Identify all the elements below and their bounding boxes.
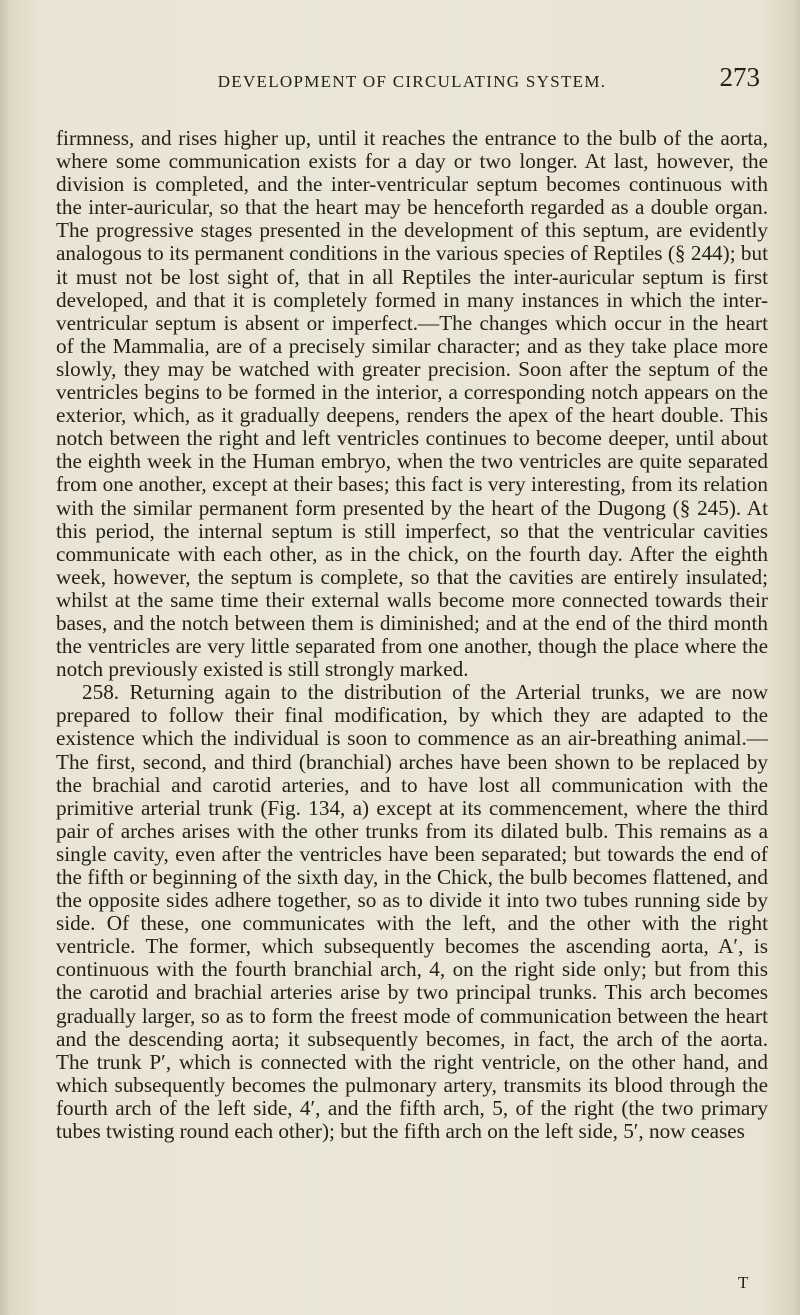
paragraph-continuation: firmness, and rises higher up, until it reaches the entrance to the bulb of the aorta, where some communication exists for a day or two longer. At last, however, the division is completed, and the inter-ventricular septum becomes continuous with the inter-auricular, so that the heart may be henceforth regarded as a double organ. The progressive stages presented in the development of this septum, are evidently analogous to its permanent conditions in the various species of Reptiles (§ 244); but it must not be lost sight of, that in all Reptiles the inter-auricular septum is first developed, and that it is completely formed in many instances in which the inter-ventricular septum is absent or imperfect.—The changes which occur in the heart of the Mammalia, are of a precisely similar character; and as they take place more slowly, they may be watched with greater precision. Soon after the septum of the ventricles begins to be formed in the interior, a corresponding notch appears on the exterior, which, as it gradually deepens, renders the apex of the heart double. This notch between the right and left ventricles continues to become deeper, until about the eighth week in the Human embryo, when the two ventricles are quite separated from one another, except at their bases; this fact is very interesting, from its relation with the similar permanent form presented by the heart of the Dugong (§ 245). At this period, the internal septum is still imperfect, so that the ventricular cavities communicate with each other, as in the chick, on the fourth day. After the eighth week, however, the septum is complete, so that the cavities are entirely insulated; whilst at the same time their external walls become more connected towards their bases, and the notch between them is diminished; and at the end of the third month the ventricles are very little separated from one another, though the place where the notch previously existed is still strongly marked.	[56, 126, 768, 682]
page-number: 273	[719, 62, 760, 92]
running-head: DEVELOPMENT OF CIRCULATING SYSTEM.	[217, 72, 607, 91]
signature-mark: T	[738, 1273, 749, 1292]
paragraph-section-258: 258. Returning again to the distribution of the Arterial trunks, we are now prepared to follow their final modification, by which they are adapted to the existence which the individual is soon to commence as an air-breathing animal.—The first, second, and third (branchial) arches have been shown to be replaced by the brachial and carotid arteries, and to have lost all communication with the primitive arterial trunk (Fig. 134, a) except at its commencement, where the third pair of arches arises with the other trunks from its dilated bulb. This remains as a single cavity, even after the ventricles have been separated; but towards the end of the fifth or beginning of the sixth day, in the Chick, the bulb becomes flattened, and the opposite sides adhere together, so as to divide it into two tubes running side by side. Of these, one communicates with the left, and the other with the right ventricle. The former, which subsequently becomes the ascending aorta, A′, is continuous with the fourth branchial arch, 4, on the right side only; but from this the carotid and brachial arteries arise by two principal trunks. This arch becomes gradually larger, so as to form the freest mode of communication between the heart and the descending aorta; it subsequently becomes, in fact, the arch of the aorta. The trunk P′, which is connected with the right ventricle, on the other hand, and which subsequently becomes the pulmonary artery, transmits its blood through the fourth arch of the left side, 4′, and the fifth arch, 5, of the right (the two primary tubes twisting round each other); but the fifth arch on the left side, 5′, now ceases	[56, 680, 768, 1144]
page-header	[58, 62, 766, 102]
body-text	[56, 127, 768, 1143]
page-right-edge-shadow	[792, 0, 800, 1315]
page-left-edge-shadow	[0, 0, 10, 1315]
